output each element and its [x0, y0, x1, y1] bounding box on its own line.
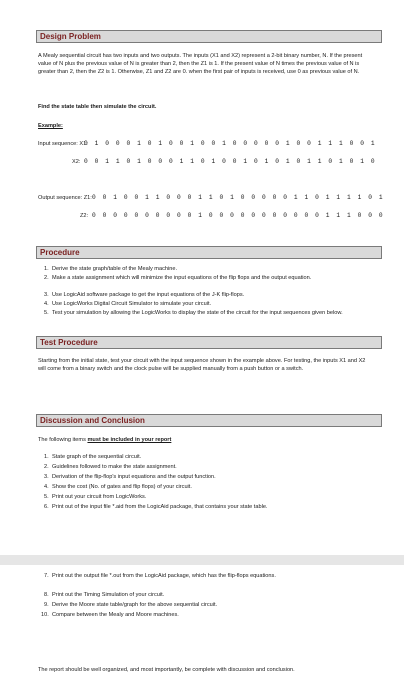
- z1-sequence: 0 0 1 0 0 1 1 0 0 0 1 1 0 1 0 0 0 0 0 1 1 0 1 1 1 1 0 1: [92, 194, 385, 201]
- list-item: 10. Compare between the Mealy and Moore machines.: [41, 612, 179, 618]
- list-item: 2. Guidelines followed to make the state assignment.: [44, 464, 177, 470]
- test-procedure-title: Test Procedure: [40, 338, 98, 347]
- output-sequence-label: Output sequence: Z1:: [38, 195, 92, 201]
- design-problem-header: [36, 30, 382, 43]
- test-procedure-text: Starting from the initial state, test your circuit with the input sequence shown in the example above. For testing, the inputs X1 and X2 will come from a binary switch and the clock pulse will be supplied manually from a push button or a switch.: [38, 358, 366, 373]
- list-item: 5. Print out your circuit from LogicWorks.: [44, 494, 147, 500]
- list-item: 6. Print out of the input file *.aid from the LogicAid package, that contains your state table.: [44, 504, 268, 510]
- z2-sequence: 0 0 0 0 0 0 0 0 0 0 1 0 0 0 0 0 0 0 0 0 0 0 1 1 1 0 0 0: [92, 212, 385, 219]
- procedure-title: Procedure: [40, 248, 80, 257]
- input-sequence-label: Input sequence: X1:: [38, 141, 88, 147]
- problem-statement: A Mealy sequential circuit has two inputs and two outputs. The inputs (X1 and X2) represent a 2-bit binary number, N. If the present value of N plus the previous value of N is greater than 2, then the Z1 is 1. If the present value of N times the previous value of N is greater than 2, then the Z2 is 1. Otherwise, Z1 and Z2 are 0. when the first pair of inputs is received, use 0 as previous value of N.: [38, 53, 363, 76]
- task-statement: Find the state table then simulate the circuit.: [38, 104, 157, 110]
- x2-label: X2:: [72, 159, 81, 165]
- x2-sequence: 0 0 1 1 0 1 0 0 0 1 1 0 1 0 0 1 0 1 0 1 0 1 1 0 1 0 1 0: [84, 158, 377, 165]
- list-item: 1. Derive the state graph/table of the Mealy machine.: [44, 266, 177, 272]
- example-label: Example:: [38, 123, 63, 129]
- page-break: [0, 555, 404, 565]
- list-item: 4. Show the cost (No. of gates and flip flops) of your circuit.: [44, 484, 192, 490]
- x1-sequence: 0 1 0 0 0 1 0 1 0 0 1 0 0 1 0 0 0 0 0 1 0 0 1 1 1 0 0 1: [84, 140, 377, 147]
- list-item: 3. Derivation of the flip-flop's input equations and the output function.: [44, 474, 216, 480]
- list-item: 7. Print out the output file *.out from the LogicAid package, which has the flip-flops equations.: [44, 573, 276, 579]
- list-item: 9. Derive the Moore state table/graph for the above sequential circuit.: [44, 602, 218, 608]
- closing-note: The report should be well organized, and most importantly, be complete with discussion and conclusion.: [38, 667, 295, 673]
- list-item: 8. Print out the Timing Simulation of your circuit.: [44, 592, 165, 598]
- z2-label: Z2:: [80, 213, 89, 219]
- list-item: 1. State graph of the sequential circuit.: [44, 454, 142, 460]
- list-item: 3. Use LogicAid software package to get the input equations of the J-K flip-flops.: [44, 292, 245, 298]
- procedure-header: [36, 246, 382, 259]
- design-problem-title: Design Problem: [40, 32, 101, 41]
- discussion-title: Discussion and Conclusion: [40, 416, 145, 425]
- list-item: 5. Test your simulation by allowing the LogicWorks to display the state of the circuit for the input sequences given below.: [44, 310, 343, 316]
- test-procedure-header: [36, 336, 382, 349]
- discussion-header: [36, 414, 382, 427]
- list-item: 2. Make a state assignment which will minimize the input equations of the flip flops and the output equation.: [44, 275, 312, 281]
- page-2: [0, 565, 404, 700]
- list-item: 4. Use LogicWorks Digital Circuit Simulator to simulate your circuit.: [44, 301, 212, 307]
- discussion-intro: The following items must be included in your report: [38, 437, 172, 443]
